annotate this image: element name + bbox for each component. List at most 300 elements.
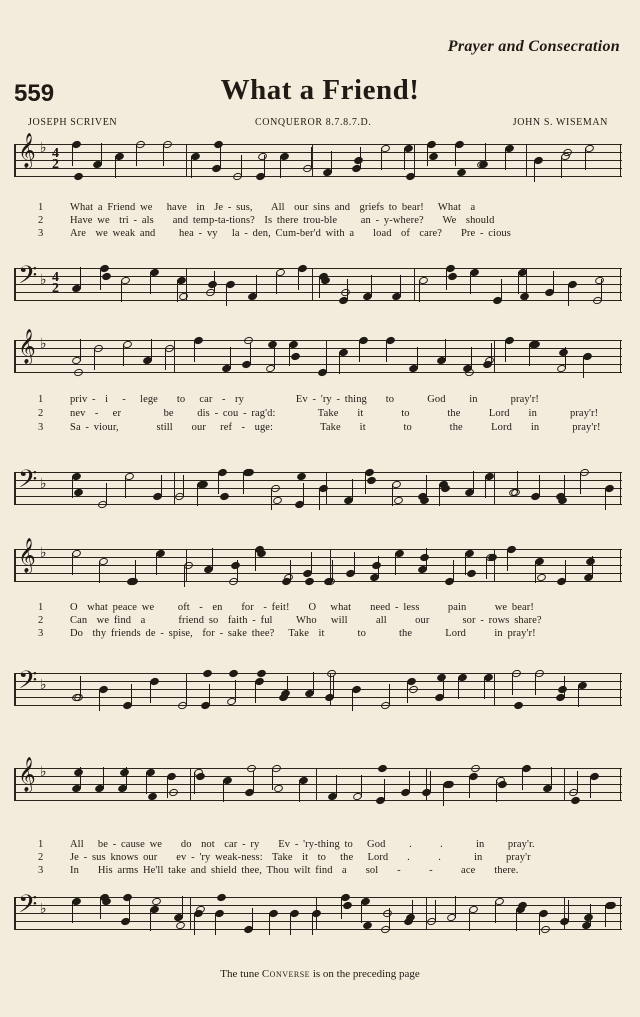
note-stem (458, 677, 459, 699)
verse-line-1 (14, 394, 622, 407)
note-head (440, 484, 451, 494)
verse-number: 3 (38, 628, 44, 639)
note-stem (212, 548, 213, 570)
staff-line (14, 776, 622, 777)
note-stem (473, 471, 474, 493)
note-stem (274, 347, 275, 369)
verse-text: priv - i - lege to car - ry Ev - 'ry - thing to God in pray'r! (70, 394, 539, 405)
note-stem (505, 148, 506, 170)
note-head (366, 476, 377, 486)
staff-line (14, 673, 622, 674)
note-stem (417, 347, 418, 369)
note-stem (94, 348, 95, 370)
verse-number: 2 (38, 852, 44, 863)
note-stem (184, 565, 185, 587)
note-stem (389, 684, 390, 706)
verse-text: Have we tri - als and temp-ta-tions? Is there trou-ble an - y-where? We should (70, 215, 495, 226)
note-stem (299, 780, 300, 802)
note-stem (484, 677, 485, 699)
note-stem (220, 147, 221, 169)
note-stem (106, 483, 107, 505)
verse-number: 2 (38, 615, 44, 626)
flat-key-signature-icon: ♭ (40, 272, 47, 288)
note-head (606, 901, 617, 911)
barline (564, 768, 565, 801)
note-head (557, 685, 568, 695)
note-head (219, 492, 230, 502)
note-stem (485, 476, 486, 498)
barline (620, 340, 621, 373)
note-stem (123, 344, 124, 366)
barline (426, 897, 427, 930)
note-stem (72, 476, 73, 498)
staff-line (14, 356, 622, 357)
staff-line (14, 168, 622, 169)
note-stem (365, 472, 366, 494)
note-head (466, 569, 477, 579)
note-head (73, 693, 84, 703)
note-stem (339, 352, 340, 374)
note-stem (131, 684, 132, 706)
note-stem (194, 772, 195, 794)
note-stem (535, 561, 536, 583)
staff-bracket (14, 768, 16, 801)
staff-line (14, 792, 622, 793)
note-stem (471, 347, 472, 369)
staff-line (14, 292, 622, 293)
bass-staff (14, 666, 622, 706)
time-signature: 4 2 (52, 146, 59, 172)
note-stem (352, 479, 353, 501)
staff-line (14, 472, 622, 473)
note-stem (101, 143, 102, 165)
barline (312, 268, 313, 301)
verse-text: What a Friend we have in Je - sus, All our sins and griefs to bear! What a (70, 202, 476, 213)
note-stem (256, 275, 257, 297)
note-head (73, 172, 84, 182)
note-head (540, 925, 551, 935)
bass-clef-icon: 𝄢 (18, 261, 38, 296)
staff-line (14, 152, 622, 153)
note-stem (319, 488, 320, 510)
note-stem (289, 344, 290, 366)
treble-clef-icon: 𝄞 (18, 329, 36, 364)
note-head (325, 577, 336, 587)
barline (330, 673, 331, 706)
note-stem (167, 776, 168, 798)
note-stem (404, 148, 405, 170)
note-stem (426, 475, 427, 497)
verse-line-3 (14, 628, 622, 641)
verse-line-1 (14, 839, 622, 852)
note-stem (512, 673, 513, 695)
note-stem (80, 339, 81, 361)
barline (312, 144, 313, 177)
staff-line (14, 160, 622, 161)
flat-key-signature-icon: ♭ (40, 901, 47, 917)
note-stem (243, 472, 244, 494)
bass-clef-icon: 𝄢 (18, 666, 38, 701)
note-stem (269, 913, 270, 935)
note-head (246, 764, 257, 774)
note-stem (518, 272, 519, 294)
note-stem (103, 767, 104, 789)
note-head (340, 288, 351, 298)
note-stem (255, 549, 256, 571)
note-stem (99, 561, 100, 583)
note-stem (215, 913, 216, 935)
note-stem (496, 780, 497, 802)
note-stem (100, 897, 101, 919)
note-stem (529, 344, 530, 366)
note-stem (522, 768, 523, 790)
bass-staff (14, 261, 622, 301)
note-stem (177, 280, 178, 302)
note-head (207, 280, 218, 290)
note-stem (361, 901, 362, 923)
verse-line-3 (14, 228, 622, 241)
verse-number: 3 (38, 422, 44, 433)
note-stem (465, 553, 466, 575)
note-stem (252, 908, 253, 930)
note-stem (469, 909, 470, 931)
staff-bracket (14, 144, 16, 177)
note-stem (501, 279, 502, 301)
bass-clef-icon: 𝄢 (18, 890, 38, 925)
note-head (128, 577, 139, 587)
verse-line-2 (14, 215, 622, 228)
note-stem (121, 280, 122, 302)
note-stem (326, 351, 327, 373)
note-stem (585, 148, 586, 170)
note-stem (392, 484, 393, 506)
flat-key-signature-icon: ♭ (40, 677, 47, 693)
staff-line (14, 480, 622, 481)
note-stem (146, 772, 147, 794)
verse-text: Sa - viour, still our ref - uge: Take it to the Lord in pray'r! (70, 422, 601, 433)
note-head (377, 764, 388, 774)
note-stem (156, 553, 157, 575)
verse-line-2 (14, 615, 622, 628)
note-stem (580, 472, 581, 494)
note-stem (194, 340, 195, 362)
note-head (122, 893, 133, 903)
note-stem (445, 339, 446, 361)
staff-line (14, 284, 622, 285)
note-stem (359, 340, 360, 362)
note-stem (191, 156, 192, 178)
section-title: Prayer and Consecration (447, 38, 620, 55)
verse-number: 2 (38, 408, 44, 419)
note-stem (150, 681, 151, 703)
barline (620, 144, 621, 177)
note-head (517, 901, 528, 911)
staff-line (14, 681, 622, 682)
author-credit: JOSEPH SCRIVEN (28, 117, 118, 128)
note-stem (470, 272, 471, 294)
note-stem (241, 155, 242, 177)
note-stem (72, 553, 73, 575)
staff-line (14, 364, 622, 365)
note-stem (371, 275, 372, 297)
staff-line (14, 929, 622, 930)
note-stem (551, 767, 552, 789)
barline (190, 768, 191, 801)
note-stem (605, 905, 606, 927)
note-stem (446, 268, 447, 290)
note-head (73, 368, 84, 378)
note-head (342, 901, 353, 911)
note-stem (453, 560, 454, 582)
note-head (228, 669, 239, 679)
note-head (444, 780, 455, 790)
verse-line-3 (14, 422, 622, 435)
treble-staff (14, 329, 622, 373)
verse-number: 2 (38, 215, 44, 226)
note-stem (354, 552, 355, 574)
verse-number: 3 (38, 228, 44, 239)
note-stem (419, 280, 420, 302)
note-stem (427, 144, 428, 166)
note-stem (313, 672, 314, 694)
barline (494, 472, 495, 505)
verse-line-3 (14, 865, 622, 878)
note-stem (272, 768, 273, 790)
note-stem (311, 147, 312, 169)
verse-number: 1 (38, 839, 44, 850)
note-head (202, 669, 213, 679)
note-stem (311, 552, 312, 574)
barline (414, 144, 415, 177)
footer-note (0, 968, 640, 980)
staff-bracket (14, 268, 16, 301)
note-stem (384, 779, 385, 801)
note-stem (469, 776, 470, 798)
note-head (497, 780, 508, 790)
note-stem (495, 901, 496, 923)
treble-clef-icon: 𝄞 (18, 757, 36, 792)
note-head (168, 788, 179, 798)
note-head (353, 156, 364, 166)
note-stem (186, 684, 187, 706)
treble-clef-icon: 𝄞 (18, 133, 36, 168)
note-stem (72, 901, 73, 923)
barline (620, 549, 621, 582)
note-stem (115, 156, 116, 178)
note-head (371, 561, 382, 571)
staff-line (14, 784, 622, 785)
barline (316, 768, 317, 801)
note-stem (386, 340, 387, 362)
note-stem (255, 681, 256, 703)
note-stem (150, 272, 151, 294)
note-stem (443, 784, 444, 806)
composer-credit: JOHN S. WISEMAN (512, 117, 608, 128)
note-stem (577, 771, 578, 793)
note-stem (250, 343, 251, 365)
note-stem (341, 897, 342, 919)
flat-key-signature-icon: ♭ (40, 764, 47, 780)
footer-tune-name: Converse (261, 968, 311, 980)
note-stem (280, 156, 281, 178)
note-head (326, 669, 337, 679)
verse-text: Can we find a friend so faith - ful Who will all our sor - rows share? (70, 615, 542, 626)
flat-key-signature-icon: ♭ (40, 140, 47, 156)
treble-staff (14, 538, 622, 582)
barline (494, 340, 495, 373)
barline (620, 268, 621, 301)
staff-line (14, 800, 622, 801)
note-stem (99, 689, 100, 711)
bass-clef-icon: 𝄢 (18, 465, 38, 500)
note-stem (400, 275, 401, 297)
hymn-title: What a Friend! (220, 74, 420, 106)
barline (190, 897, 191, 930)
note-stem (455, 144, 456, 166)
note-head (570, 796, 581, 806)
barline (620, 472, 621, 505)
treble-clef-icon: 𝄞 (18, 538, 36, 573)
barline (414, 268, 415, 301)
note-stem (331, 151, 332, 173)
note-stem (197, 484, 198, 506)
staff-line (14, 573, 622, 574)
note-stem (590, 776, 591, 798)
note-stem (352, 689, 353, 711)
note-stem (505, 340, 506, 362)
note-stem (303, 483, 304, 505)
barline (174, 472, 175, 505)
verse-line-2 (14, 408, 622, 421)
staff-line (14, 565, 622, 566)
note-stem (605, 488, 606, 510)
note-stem (72, 144, 73, 166)
note-stem (534, 160, 535, 182)
note-head (230, 561, 241, 571)
note-stem (507, 549, 508, 571)
staff-bracket (14, 549, 16, 582)
staff-bracket (14, 340, 16, 373)
note-stem (80, 267, 81, 289)
note-stem (561, 156, 562, 178)
note-head (470, 764, 481, 774)
verse-text: In His arms He'll take and shield thee, Thou wilt find a sol - - ace there. (70, 865, 519, 876)
note-stem (136, 144, 137, 166)
flat-key-signature-icon: ♭ (40, 336, 47, 352)
note-head (447, 272, 458, 282)
verse-text: Are we weak and hea - vy la - den, Cum-ber'd with a load of care? Pre - cious (70, 228, 511, 239)
note-stem (183, 475, 184, 497)
note-stem (455, 896, 456, 918)
note-stem (568, 284, 569, 306)
note-stem (333, 676, 334, 698)
staff-line (14, 549, 622, 550)
note-stem (163, 144, 164, 166)
note-stem (336, 775, 337, 797)
barline (494, 673, 495, 706)
time-signature: 4 2 (52, 270, 59, 296)
note-stem (226, 284, 227, 306)
note-stem (100, 268, 101, 290)
note-stem (209, 684, 210, 706)
staff-line (14, 705, 622, 706)
verse-line-1 (14, 202, 622, 215)
note-stem (151, 339, 152, 361)
note-head (513, 701, 524, 711)
note-stem (553, 271, 554, 293)
bass-staff (14, 890, 622, 930)
staff-line (14, 921, 622, 922)
note-stem (129, 900, 130, 922)
note-stem (165, 348, 166, 370)
verse-line-1 (14, 602, 622, 615)
flat-key-signature-icon: ♭ (40, 476, 47, 492)
barline (620, 673, 621, 706)
verse-text: O what peace we oft - en for - feit! O what need - less pain we bear! (70, 602, 534, 613)
note-stem (125, 476, 126, 498)
verse-number: 1 (38, 202, 44, 213)
verse-text: All be - cause we do not car - ry Ev - 'ry-thing to God . . in pray'r. (70, 839, 535, 850)
verse-number: 1 (38, 394, 44, 405)
note-stem (381, 148, 382, 170)
flat-key-signature-icon: ♭ (40, 545, 47, 561)
staff-line (14, 144, 622, 145)
note-stem (430, 771, 431, 793)
note-stem (539, 475, 540, 497)
note-stem (535, 673, 536, 695)
barline (186, 144, 187, 177)
note-stem (218, 472, 219, 494)
note-head (216, 893, 227, 903)
note-head (244, 468, 255, 478)
note-stem (439, 484, 440, 506)
note-head (101, 272, 112, 282)
note-stem (407, 681, 408, 703)
note-stem (150, 909, 151, 931)
note-stem (564, 475, 565, 497)
bass-staff (14, 465, 622, 505)
staff-line (14, 581, 622, 582)
staff-bracket (14, 472, 16, 505)
note-head (290, 352, 301, 362)
note-head (405, 172, 416, 182)
note-stem (161, 475, 162, 497)
note-stem (409, 771, 410, 793)
note-stem (578, 685, 579, 707)
note-stem (290, 913, 291, 935)
note-stem (298, 268, 299, 290)
note-head (464, 368, 475, 378)
note-stem (230, 347, 231, 369)
note-stem (565, 560, 566, 582)
note-stem (194, 913, 195, 935)
note-head (243, 336, 254, 346)
barline (526, 144, 527, 177)
footer-suffix: is on the preceding page (312, 968, 420, 980)
note-stem (223, 780, 224, 802)
note-stem (395, 553, 396, 575)
staff-line (14, 697, 622, 698)
barline (620, 768, 621, 801)
verse-number: 1 (38, 602, 44, 613)
note-head (256, 669, 267, 679)
verse-text: nev - er be dis - cou - rag'd: Take it to the Lord in pray'r! (70, 408, 599, 419)
barline (174, 340, 175, 373)
note-head (382, 909, 393, 919)
note-stem (319, 276, 320, 298)
note-head (419, 553, 430, 563)
verse-text: Do thy friends de - spise, for - sake thee? Take it to the Lord in pray'r! (70, 628, 536, 639)
